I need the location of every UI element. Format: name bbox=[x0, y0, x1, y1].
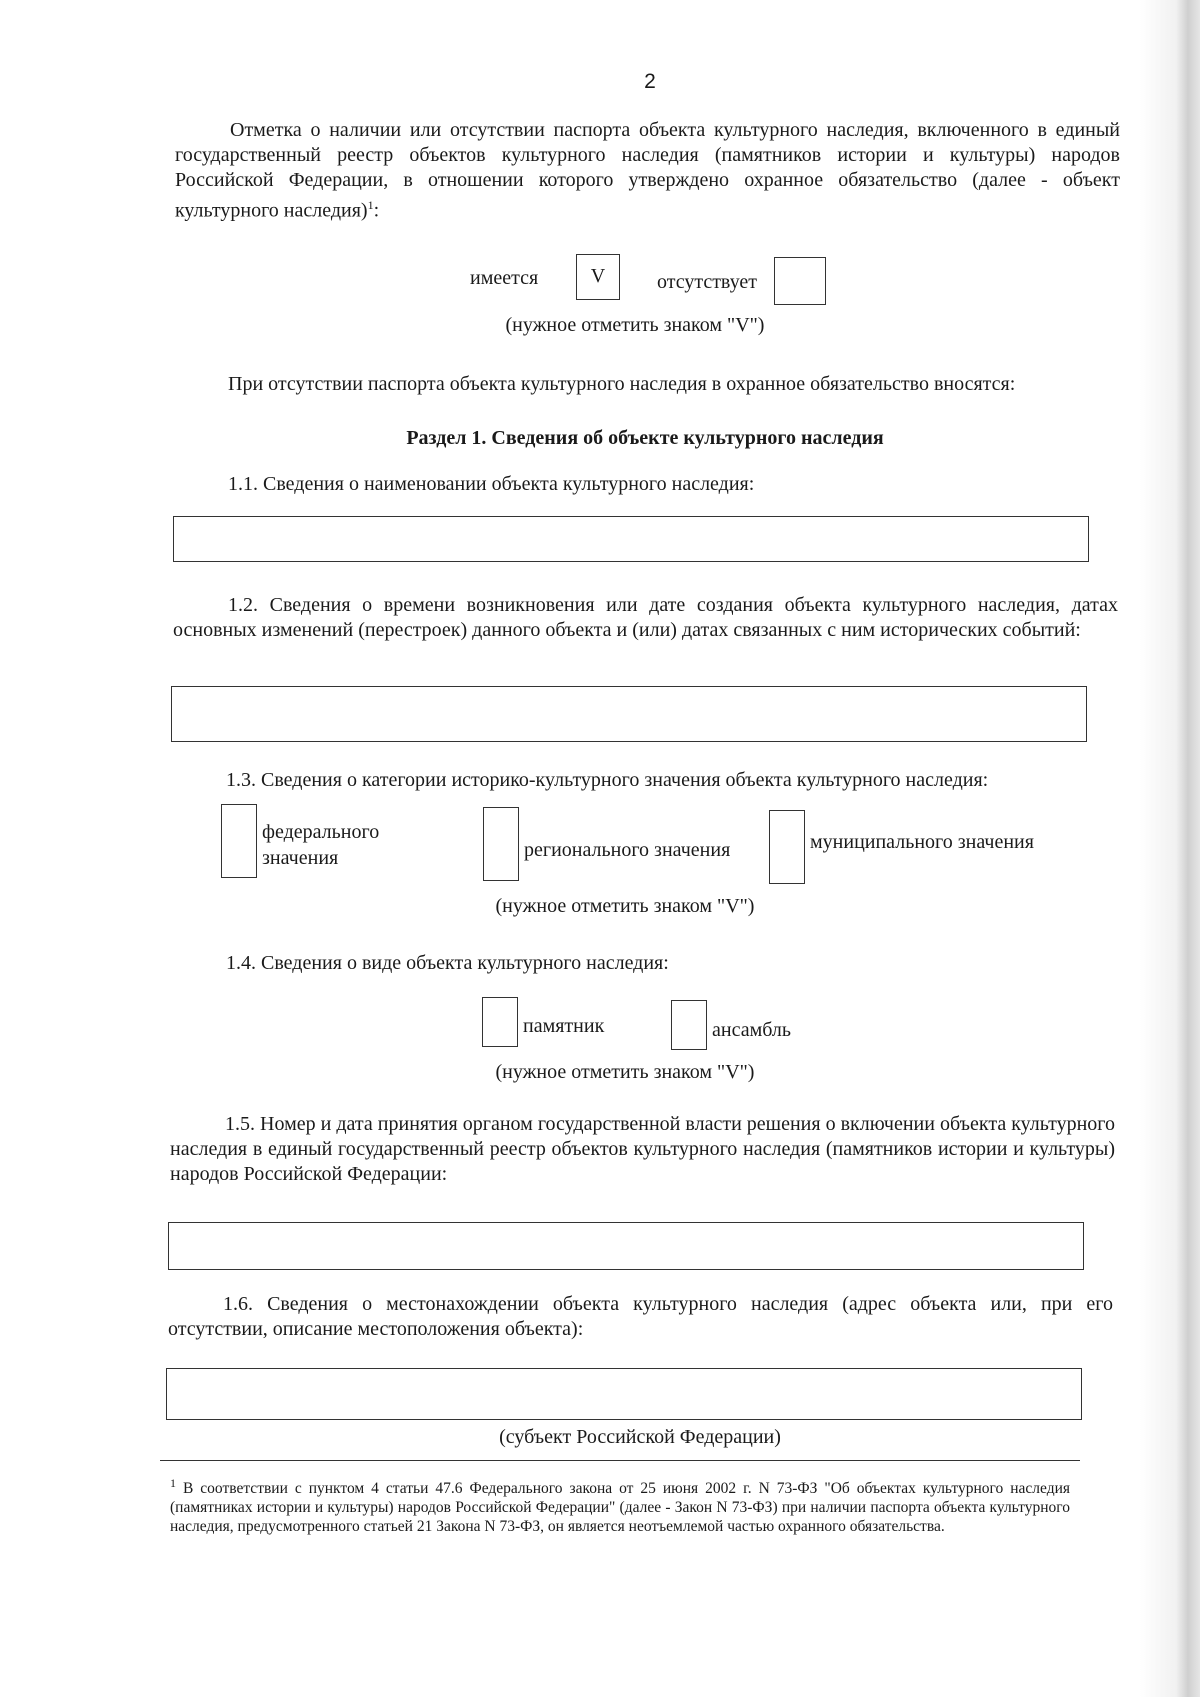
passport-absent-label: отсутствует bbox=[657, 271, 758, 293]
category-municipal-checkbox[interactable] bbox=[769, 810, 805, 884]
kind-monument-checkbox[interactable] bbox=[482, 997, 518, 1047]
kind-ensemble-label: ансамбль bbox=[712, 1019, 792, 1041]
section-1-title: Раздел 1. Сведения об объекте культурного наследия bbox=[406, 427, 884, 449]
intro-paragraph bbox=[175, 118, 1120, 224]
passport-absent-checkbox[interactable] bbox=[774, 257, 826, 305]
item-1-1-label: 1.1. Сведения о наименовании объекта культурного наследия: bbox=[228, 473, 755, 495]
footnote-text: В соответствии с пунктом 4 статьи 47.6 Федерального закона от 25 июня 2002 г. N 73-ФЗ "Об объектах культурного наследия (памятниках истории и культуры) народов Российской Федерации" (далее - Закон N 73-ФЗ) при наличии паспорта объекта культурного наследия, предусмотренного статьей 21 Закона N 73-ФЗ, он является неотъемлемой частью охранного обязательства. bbox=[170, 1480, 1070, 1536]
category-regional-label: регионального значения bbox=[524, 839, 731, 861]
kind-monument-label: памятник bbox=[523, 1015, 605, 1037]
passport-present-checkbox[interactable]: V bbox=[576, 254, 620, 300]
passport-hint: (нужное отметить знаком "V") bbox=[505, 314, 765, 336]
subject-label: (субъект Российской Федерации) bbox=[499, 1426, 781, 1448]
category-regional-checkbox[interactable] bbox=[483, 807, 519, 881]
item-1-6-field[interactable] bbox=[166, 1368, 1082, 1420]
page-edge-shadow bbox=[1140, 0, 1200, 1697]
footnote-reference: 1 bbox=[367, 198, 374, 212]
item-1-6-label: 1.6. Сведения о местонахождении объекта культурного наследия (адрес объекта или, при его отсутствии, описание местоположения объекта): bbox=[168, 1293, 1113, 1340]
intro-text: Отметка о наличии или отсутствии паспорта объекта культурного наследия, включенного в единый государственный реестр объектов культурного наследия (памятников истории и культуры) народов Российской Федерации, в отношении которого утверждено охранное обязательство (далее - объект культурного наследия) bbox=[175, 119, 1120, 222]
item-1-5-label: 1.5. Номер и дата принятия органом государственной власти решения о включении объекта культурного наследия в единый государственный реестр объектов культурного наследия (памятников истории и культуры) народов Российской Федерации: bbox=[170, 1113, 1115, 1185]
item-1-2-label: 1.2. Сведения о времени возникновения или дате создания объекта культурного наследия, датах основных изменений (перестроек) данного объекта и (или) датах связанных с ним исторических событий: bbox=[173, 594, 1118, 641]
item-1-3-label: 1.3. Сведения о категории историко-культурного значения объекта культурного наследия: bbox=[226, 769, 989, 791]
footnote-marker: 1 bbox=[170, 1476, 176, 1490]
item-1-1-field[interactable] bbox=[173, 516, 1089, 562]
kind-ensemble-checkbox[interactable] bbox=[671, 1000, 707, 1050]
intro-suffix: : bbox=[373, 199, 380, 222]
absence-note: При отсутствии паспорта объекта культурного наследия в охранное обязательство вносятся: bbox=[228, 373, 1016, 395]
footnote-divider bbox=[160, 1460, 1080, 1461]
item-1-5-field[interactable] bbox=[168, 1222, 1084, 1270]
category-federal-label-line1: федерального bbox=[262, 821, 380, 843]
category-municipal-label: муниципального значения bbox=[810, 831, 1034, 853]
category-federal-checkbox[interactable] bbox=[221, 804, 257, 878]
category-federal-label-line2: значения bbox=[262, 847, 339, 869]
page-number: 2 bbox=[644, 70, 656, 93]
category-hint: (нужное отметить знаком "V") bbox=[495, 895, 755, 917]
kind-hint: (нужное отметить знаком "V") bbox=[495, 1061, 755, 1083]
item-1-2-field[interactable] bbox=[171, 686, 1087, 742]
item-1-4-label: 1.4. Сведения о виде объекта культурного наследия: bbox=[226, 952, 669, 974]
passport-present-label: имеется bbox=[470, 267, 539, 289]
footnote bbox=[170, 1474, 1070, 1536]
